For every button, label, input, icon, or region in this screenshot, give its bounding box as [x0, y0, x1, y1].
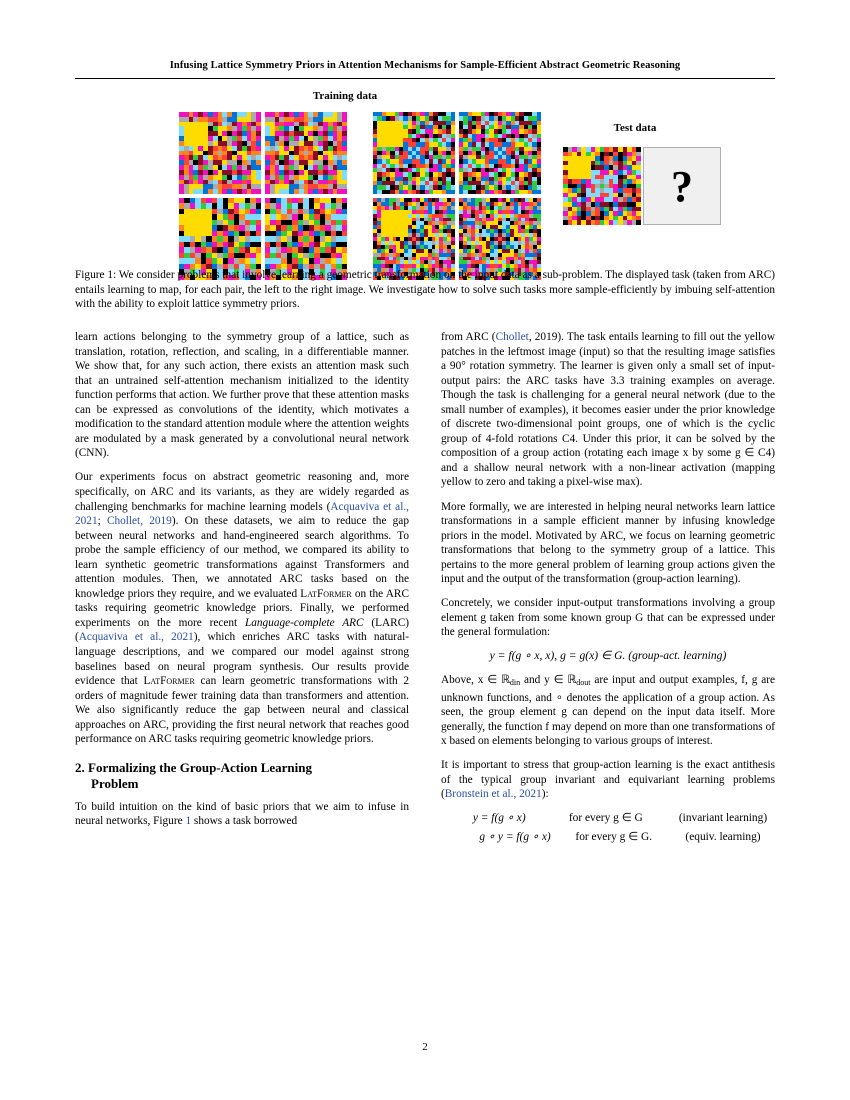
equation-equivariant-condition: for every g ∈ G.	[575, 830, 653, 843]
text-run: ;	[97, 515, 107, 528]
section-heading-line2: Problem	[91, 775, 139, 791]
paragraph-concretely: Concretely, we consider input-output transformations involving a group element g taken from some known group G that can be expressed under the general formulation:	[441, 597, 775, 639]
equation-invariant-label: (invariant learning)	[678, 812, 768, 825]
arc-grid	[179, 112, 261, 194]
left-column	[75, 330, 409, 838]
text-run: are input and output examples, f, g are unknown functions, and ∘ denotes the application of a group action. As seen, the group element g can depend on the input data itself. More generally, the function f may depend on more than one transformations of x based on elements belonging to various groups of interest.	[441, 673, 775, 748]
text-run: and y ∈ ℝ	[520, 673, 577, 686]
citation-bronstein[interactable]: Bronstein et al., 2021	[444, 788, 542, 801]
training-data-label: Training data	[312, 90, 378, 102]
subscript-din: din	[509, 677, 521, 687]
paragraph-arc-task	[441, 330, 775, 490]
text-run: on the ARC tasks requiring geometric knowledge priors. Finally, we performed experiments on the more recent	[75, 587, 409, 629]
equation-invariant-equivariant	[441, 811, 775, 844]
test-data-label: Test data	[613, 122, 657, 134]
arc-grid	[563, 147, 641, 225]
text-run: It is important to stress that group-action learning is the exact antithesis of the typical group invariant and equivariant learning problems (	[441, 759, 775, 801]
paragraph-above	[441, 673, 775, 749]
arc-cell	[342, 189, 347, 194]
header-rule	[75, 78, 775, 79]
unknown-output-placeholder: ?	[643, 147, 721, 225]
paragraph-text: learn actions belonging to the symmetry group of a lattice, such as translation, rotation, reflection, and scaling, in a differentiable manner. We show that, for any such action, there exists an attention mask such that an untrained self-attention mechanism initialized to the identity function performs that action. We further prove that these attention masks can be expressed as convolutions of the identity, which motivates a modification to the standard attention module where the attention weights are modulated by a mask generated by a convolutional neural network (CNN).	[75, 331, 409, 460]
citation-acquaviva[interactable]: Acquaviva et al., 2021	[75, 500, 409, 528]
text-run: Above, x ∈ ℝ	[441, 673, 510, 686]
section-heading-2	[75, 760, 409, 792]
text-run: shows a task borrowed	[191, 815, 298, 828]
page-number: 2	[422, 1041, 428, 1053]
citation-chollet[interactable]: Chollet, 2019	[106, 515, 172, 528]
citation-acquaviva-2[interactable]: Acquaviva et al., 2021	[78, 631, 194, 644]
paragraph-learn-actions	[75, 330, 409, 461]
text-run: can learn geometric transformations with 2 orders of magnitude fewer training data than transformers and attention. We also significantly reduce the gap between neural and classical approaches on ARC, providing the first neural network that reaches good performance on ARC tasks requiring geometric knowledge priors.	[75, 675, 409, 746]
italic-term: Language-complete ARC	[244, 616, 364, 629]
equation-invariant	[465, 811, 775, 826]
text-run: from ARC (	[441, 331, 496, 343]
subscript-dout: dout	[576, 677, 591, 687]
equation-invariant-condition: for every g ∈ G	[568, 812, 643, 825]
paragraph-experiments	[75, 470, 409, 746]
model-name-2: LatFormer	[143, 675, 195, 688]
figure-caption: Figure 1: We consider problems that involve learning a geometric transformation on the input data as a sub-problem. The displayed task (taken from ARC) entails learning to map, for each pair, the left to the right image. We investigate how to solve such tasks more sample-efficiently by imbuing self-attention with the ability to exploit lattice symmetry priors.	[75, 269, 775, 311]
running-head: Infusing Lattice Symmetry Priors in Attention Mechanisms for Sample-Efficient Abstract Geometric Reasoning	[169, 60, 681, 71]
arc-grid	[373, 112, 455, 194]
paragraph-antithesis	[441, 758, 775, 802]
text-run: Our experiments focus on abstract geometric reasoning and, more specifically, on ARC and its variants, as they are widely regarded as challenging benchmarks for machine learning models (	[75, 471, 409, 513]
arc-grid	[265, 112, 347, 194]
equation-invariant-lhs: y = f(g ∘ x)	[472, 812, 526, 825]
model-name: LatFormer	[300, 587, 352, 600]
figure-reference[interactable]: 1	[185, 815, 192, 828]
text-run: , 2019). The task entails learning to fill out the yellow patches in the leftmost image (input) so that the resulting image satisfies a 90° rotation symmetry. The learner is given only a small set of input-output pairs: the ARC tasks have 3.3 training examples on average. Though the task is challenging for a general neural network (due to the small number of examples), it becomes easier under the prior knowledge of discrete two-dimensional point groups, one of which is the cyclic group of 4-fold rotations C4. Under this prior, it can be solved by the composition of a group action (rotating each image x by some g ∈ C4) and a shallow neural network with a non-linear activation (mapping yellow to zero and taking a pixel-wise max).	[441, 331, 775, 489]
arc-cell	[256, 189, 261, 194]
arc-cell	[451, 190, 456, 195]
equation-equivariant	[465, 830, 775, 845]
text-run: (LARC) (	[75, 616, 409, 644]
text-run: ):	[541, 788, 549, 801]
arc-grid	[459, 112, 541, 194]
section-heading-line1: 2. Formalizing the Group-Action Learning	[75, 759, 313, 775]
equation-group-action-learning	[441, 649, 775, 664]
text-run: ), which enriches ARC tasks with natural-language descriptions, and we compared our model against strong baselines based on neural program synthesis. Our results provide evidence that	[75, 631, 409, 688]
equation-equivariant-lhs: g ∘ y = f(g ∘ x)	[479, 830, 551, 843]
text-run: To build intuition on the kind of basic priors that we aim to infuse in neural networks, Figure	[75, 800, 409, 828]
text-run: ). On these datasets, we aim to reduce the gap between neural networks and hand-engineered search algorithms. To probe the sample efficiency of our method, we compared its ability to learn synthetic geometric transformations against Transformers and attention modules. Then, we annotated ARC tasks based on the knowledge priors they require, and we evaluated	[75, 515, 409, 600]
equation-1-text: y = f(g ∘ x, x), g = g(x) ∈ G. (group-act. learning)	[489, 649, 727, 663]
arc-cell	[537, 190, 542, 195]
equation-equivariant-label: (equiv. learning)	[685, 830, 761, 843]
paragraph-intuition	[75, 800, 409, 829]
figure-1	[75, 90, 775, 260]
right-column	[441, 330, 775, 853]
arc-cell	[636, 220, 641, 225]
paragraph-more-formally: More formally, we are interested in helping neural networks learn lattice transformations in a sample efficient manner by infusing knowledge priors in the model. Motivated by ARC, we focus on learning geometric transformations that belong to the symmetry group of a lattice. This pertains to the more general problem of learning group actions given the input and the output of the transformation (group-action learning).	[441, 500, 775, 586]
citation-chollet-2[interactable]: Chollet	[495, 331, 529, 343]
